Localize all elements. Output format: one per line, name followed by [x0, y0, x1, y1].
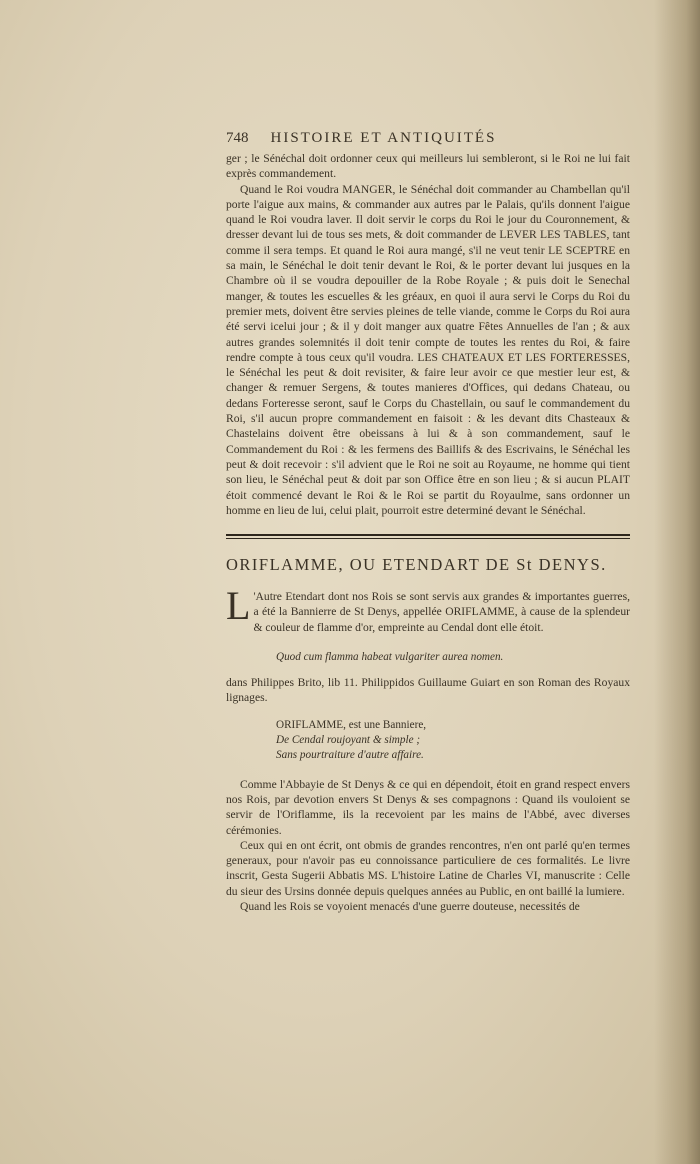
section-title: ORIFLAMME, OU ETENDART DE St DENYS. [226, 555, 607, 575]
paragraph: Quand les Rois se voyoient menacés d'une guerre douteuse, necessités de [240, 899, 580, 913]
paragraph: dans Philippes Brito, lib 11. Philippidos Guillaume Guiart en son Roman des Royaux lignages. [226, 676, 630, 705]
paragraph: Comme l'Abbayie de St Denys & ce qui en dépendoit, étoit en grand respect envers nos Rois, par devotion envers St Denys & ses compagnons : Quand ils vouloient se servir de l'Oriflamme, ils la recevoient par les mains de l'Abbé, avec diverses cérémonies. [226, 777, 630, 837]
running-head [226, 130, 630, 147]
intro-paragraph: 'Autre Etendart dont nos Rois se sont servis aux grandes & importantes guerres, a été la Bannierre de St Denys, appellée ORIFLAMME, à cause de la splendeur & couleur de flamme d'or, empreinte au Cendal dont elle étoit. [253, 590, 630, 634]
latin-quote: Quod cum flamma habeat vulgariter aurea nomen. [276, 651, 504, 664]
section-rule [226, 534, 630, 536]
verse-block [276, 718, 630, 763]
paragraph: ger ; le Sénéchal doit ordonner ceux qui meilleurs lui sembleront, si le Roi ne lui fait exprès commandement. [226, 152, 630, 181]
verse-line: De Cendal roujoyant & simple ; [276, 733, 421, 746]
paragraph: Ceux qui en ont écrit, ont obmis de grandes rencontres, n'en ont parlé qu'en termes generaux, pour n'avoir pas eu connoissance particuliere de ces formalités. Le livre inscrit, Gesta Sugerii Abbatis MS. L'histoire Latine de Charles VI, manuscrite : Celle du sieur des Ursins donnée depuis quelques années au Public, en ont baillé la lumiere. [226, 838, 630, 898]
verse-line: ORIFLAMME, est une Banniere, [276, 718, 427, 731]
paragraph: Quand le Roi voudra MANGER, le Sénéchal doit commander au Chambellan qu'il porte l'aigue aux mains, & commander aux autres par le Palais, qu'ils donnent l'aigue quand le Roi voudra laver. Il doit servir le corps du Roi le jour du Couronnement, & dresser devant lui de tous ses mets, & doit commander de LEVER LES TABLES, tant comme il sera temps. Et quand le Roi aura mangé, s'il ne veut tenir LE SCEPTRE en sa main, le Sénéchal le doit tenir devant le Roi, & le porter devant lui jusques en la Chambre où il se voudra depouiller de la Robe Royale ; & puis doit le Senechal manger, & toutes les escuelles & les gréaux, en quoi il aura servi le Corps du Roi du premier mets, doivent être servies pleines de telle viande, comme le Corps du Roi aura été servi icelui jour ; & il y doit manger aux quatre Fêtes Annuelles de l'an ; & aux autres grandes solemnités il doit tenir compte de toutes les rentes du Roi, & faire rendre compte à tous ceux qu'il voudra. LES CHATEAUX ET LES FORTERESSES, le Sénéchal les peut & doit revisiter, & faire leur avoir ce que mestier leur est, & changer & remuer Sergens, & toutes manieres d'Offices, qui dedans Chateau, ou dedans Forteresse seront, sauf le Corps du Chastellain, ou sauf le commandement du Roi, s'il aucun propre commandement en faisoit : & les devant dits Chasteaux & Chastelains doivent être obeissans à lui & à son commandement, sauf le Commandement du Roi : & les fermens des Baillifs & des Escrivains, le Sénéchal les peut & doit recevoir : s'il advient que le Roi ne soit au Royaume, ne homme qui tient son lieu, le Sénéchal peut & doit par son Office être en son lieu ; & si aucun PLAIT étoit commencé devant le Roi & le Roi se partit du Royaulme, sans ordonner un homme en lieu de lui, celui plait, pourroit estre determiné devant le Sénéchal. [226, 182, 630, 517]
verse-line: Sans pourtraiture d'autre affaire. [276, 748, 424, 761]
section-intro [226, 583, 630, 635]
section-rule-thin [226, 538, 630, 539]
page-number: 748 [226, 130, 249, 146]
drop-cap: L [226, 583, 251, 629]
page-content [226, 130, 630, 914]
running-title: HISTOIRE ET ANTIQUITÉS [270, 130, 497, 146]
page-gutter-shadow [654, 0, 700, 1164]
